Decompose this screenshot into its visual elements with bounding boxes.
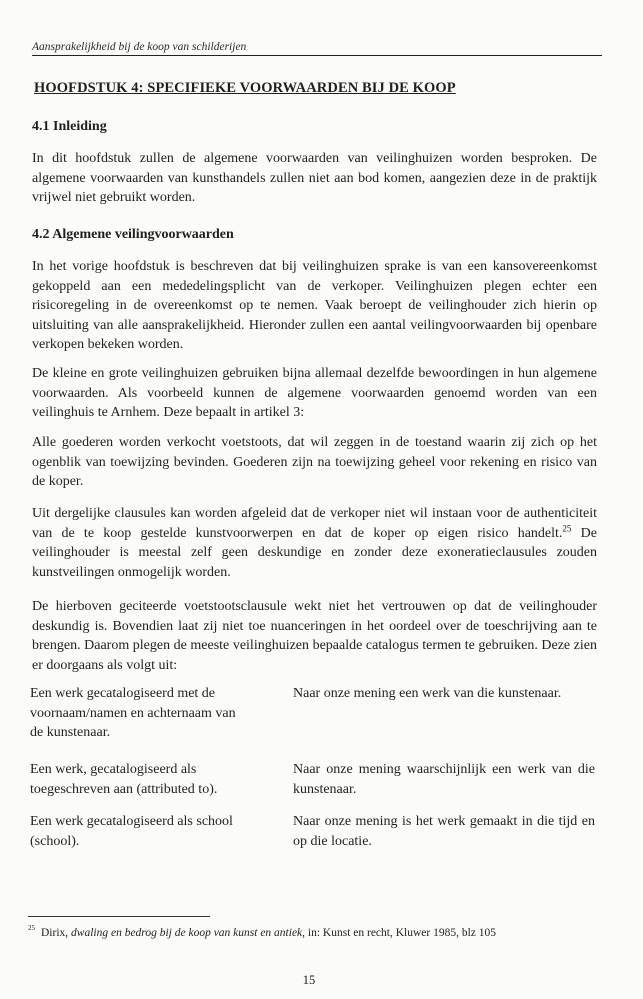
footnote-source: , in: Kunst en recht, Kluwer 1985, blz 105 <box>302 927 497 939</box>
catalogue-meaning: Naar onze mening is het werk gemaakt in die tijd en op die locatie. <box>293 814 595 849</box>
catalogue-term: Een werk gecatalogiseerd als school (school). <box>30 814 233 849</box>
catalogue-meaning: Naar onze mening een werk van die kunstenaar. <box>293 686 562 701</box>
paragraph-voetstoots: De hierboven geciteerde voetstootsclausule wekt niet het vertrouwen op dat de veilinghouder deskundig is. Bovendien laat zij niet toe nuanceringen in het oordeel over de toeschrijving aan te brengen. Daarom plegen de meeste veilinghuizen bepaalde catalogus termen te gebruiken. Deze zien er doorgaans als volgt uit: <box>32 599 597 673</box>
section-title-4-1: 4.1 Inleiding <box>32 119 107 134</box>
paragraph-intro: In dit hoofdstuk zullen de algemene voorwaarden van veilinghuizen worden besproken. De algemene voorwaarden van kunsthandels zullen niet aan bod komen, aangezien deze in de praktijk vrijwel niet gebruikt worden. <box>32 151 597 205</box>
page-number: 15 <box>302 973 316 987</box>
paragraph-clauses-text-after: De veilinghouder is meestal zelf geen deskundige en zonder deze exoneratieclausules zouden kunstveilingen onmogelijk worden. <box>32 525 597 580</box>
section-title-4-2: 4.2 Algemene veilingvoorwaarden <box>32 227 234 242</box>
footnote-author: Dirix, <box>41 927 72 939</box>
footnote-ref-25[interactable]: 25 <box>562 522 572 533</box>
paragraph-clauses-text: Uit dergelijke clausules kan worden afgeleid dat de verkoper niet wil instaan voor de authenticiteit van de te koop gestelde kunstvoorwerpen en dat de koper op eigen risico handelt. <box>32 506 597 541</box>
catalogue-term: Een werk gecatalogiseerd met de voornaam/namen en achternaam van de kunstenaar. <box>30 686 236 740</box>
footnote-number: 25 <box>28 924 35 932</box>
footnote-25 <box>28 924 496 939</box>
chapter-title: HOOFDSTUK 4: SPECIFIEKE VOORWAARDEN BIJ DE KOOP <box>34 80 456 96</box>
paragraph-previous-chapter: In het vorige hoofdstuk is beschreven dat bij veilinghuizen sprake is van een kansovereenkomst gekoppeld aan een mededelingsplicht van de verkoper. Veilinghuizen plegen echter een risicoregeling in de overeenkomst op te nemen. Vaak beroept de veilinghouder zich hierin op uitsluiting van alle aansprakelijkheid. Hieronder zullen een aantal veilingvoorwaarden bij openbare verkopen bekeken worden. <box>32 259 597 352</box>
paragraph-clauses <box>32 504 597 582</box>
header-rule <box>32 55 602 56</box>
footnote-title: dwaling en bedrog bij de koop van kunst en antiek <box>71 927 303 939</box>
paragraph-auction-houses: De kleine en grote veilinghuizen gebruiken bijna allemaal dezelfde bewoordingen in hun algemene voorwaarden. Als voorbeeld kunnen de algemene voorwaarden genoemd worden van een veilinghuis te Arnhem. Deze bepaalt in artikel 3: <box>32 366 597 420</box>
footnote-rule <box>28 916 210 917</box>
paragraph-article-3-quote: Alle goederen worden verkocht voetstoots, dat wil zeggen in de toestand waarin zij zich op het ogenblik van toewijzing bevinden. Goederen zijn na toewijzing geheel voor rekening en risico van de koper. <box>32 435 597 489</box>
catalogue-meaning: Naar onze mening waarschijnlijk een werk van die kunstenaar. <box>293 762 595 797</box>
running-header: Aansprakelijkheid bij de koop van schilderijen <box>32 41 247 53</box>
catalogue-term: Een werk, gecatalogiseerd als toegeschreven aan (attributed to). <box>30 762 218 797</box>
